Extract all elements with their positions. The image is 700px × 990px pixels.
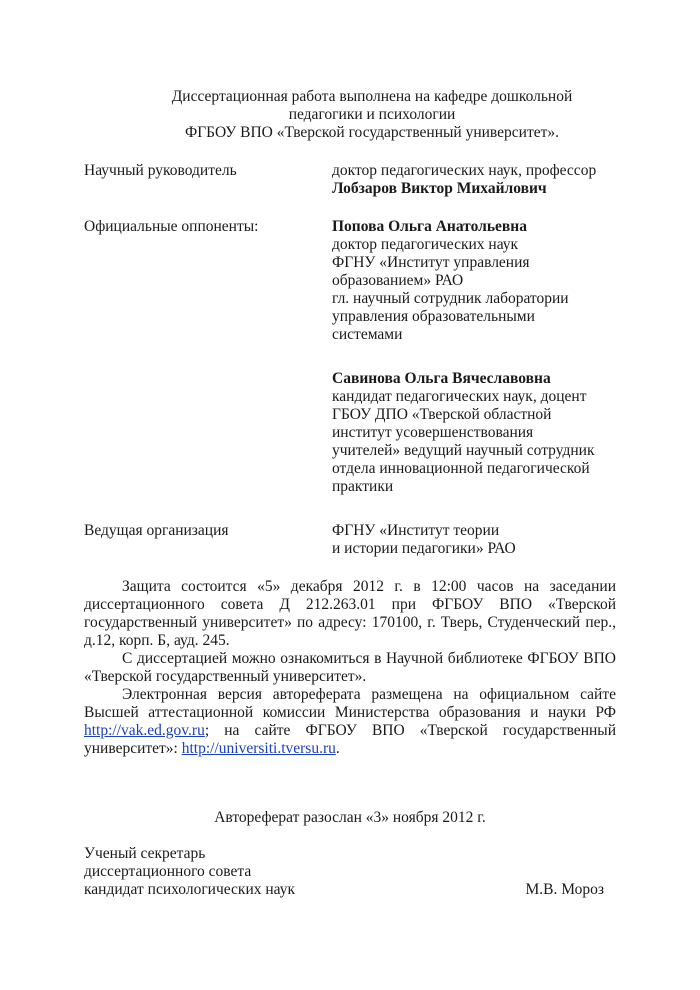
opponent-1-name: Попова Ольга Анатольевна [332, 218, 527, 235]
opponent-1-line: гл. научный сотрудник лаборатории [332, 290, 569, 307]
body-text [84, 578, 616, 758]
online-paragraph [84, 686, 616, 758]
leading-org-label: Ведущая организация [84, 522, 229, 539]
header-line-2: педагогики и психологии [288, 106, 456, 123]
opponent-2 [332, 370, 632, 496]
opponent-1-line: образованием» РАО [332, 272, 464, 289]
secretary-line-3: кандидат психологических наук [84, 881, 296, 898]
opponent-2-line: практики [332, 478, 394, 495]
opponent-2-line: учителей» ведущий научный сотрудник [332, 442, 595, 459]
leading-org-line-2: и истории педагогики» РАО [332, 540, 516, 557]
opponent-1-line: системами [332, 326, 403, 343]
opponent-1 [332, 218, 632, 344]
secretary-line-2: диссертационного совета [84, 863, 252, 880]
supervisor-label: Научный руководитель [84, 162, 237, 179]
opponent-2-line: институт усовершенствования [332, 424, 534, 441]
opponents-label: Официальные оппоненты: [84, 218, 259, 235]
secretary-block [84, 845, 604, 899]
online-text-start: Электронная версия автореферата размещена на официальном сайте Высшей аттестационной комиссии Министерства образования и науки РФ [84, 686, 616, 721]
header-line-1: Диссертационная работа выполнена на кафедре дошкольной [171, 88, 573, 105]
online-text-middle: ; на сайте ФГБОУ ВПО «Тверской государственный университет»: [84, 722, 616, 757]
leading-org-line-1: ФГНУ «Институт теории [332, 522, 500, 539]
university-link[interactable]: http://universiti.tversu.ru [181, 740, 336, 757]
supervisor-name: Лобзаров Виктор Михайлович [332, 180, 547, 197]
sent-date-line: Автореферат разослан «3» ноября 2012 г. [214, 809, 486, 826]
online-text-end: . [335, 740, 340, 757]
supervisor-details [332, 162, 632, 198]
defense-paragraph: Защита состоится «5» декабря 2012 г. в 12:00 часов на заседании диссертационного совета Д 212.263.01 при ФГБОУ ВПО «Тверской государственный университет» по адресу: 170100, г. Тверь, Студенческий пер., д.12, корп. Б, ауд. 245. [84, 578, 616, 649]
opponent-1-line: ФГНУ «Институт управления [332, 254, 530, 271]
secretary-line-1: Ученый секретарь [84, 845, 206, 862]
opponent-2-line: отдела инновационной педагогической [332, 460, 590, 477]
library-paragraph: С диссертацией можно ознакомиться в Научной библиотеке ФГБОУ ВПО «Тверской государственный университет». [84, 650, 616, 685]
header [0, 88, 700, 142]
vak-link[interactable]: http://vak.ed.gov.ru [84, 722, 205, 739]
leading-org-details [332, 522, 632, 558]
opponent-2-line: кандидат педагогических наук, доцент [332, 388, 587, 405]
opponent-1-line: доктор педагогических наук [332, 236, 519, 253]
supervisor-degree: доктор педагогических наук, профессор [332, 162, 597, 179]
opponent-1-line: управления образовательными [332, 308, 535, 325]
header-line-3: ФГБОУ ВПО «Тверской государственный университет». [184, 124, 560, 141]
opponent-2-line: ГБОУ ДПО «Тверской областной [332, 406, 552, 423]
opponent-2-name: Савинова Ольга Вячеславовна [332, 370, 551, 387]
secretary-name: М.В. Мороз [525, 881, 604, 898]
